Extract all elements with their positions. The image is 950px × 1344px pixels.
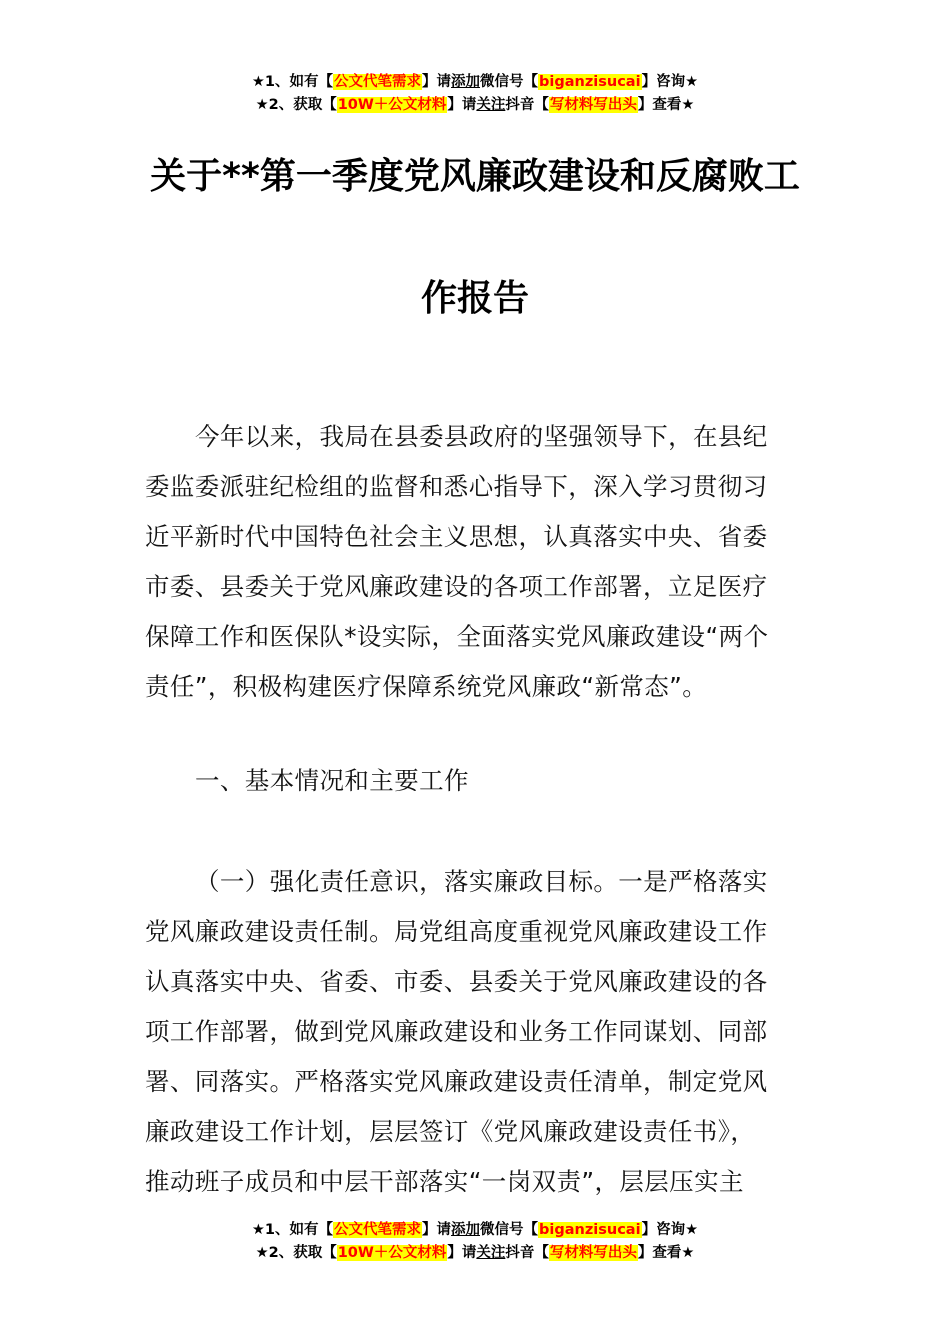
banner-text: 】请 [422,74,452,90]
banner-text: ★1、如有【 [251,74,334,90]
banner-text: 】请 [422,1222,452,1238]
banner-line-2 [0,94,950,117]
banner-text: 】咨询★ [641,1222,699,1238]
banner-highlight: 公文代笔需求 [334,74,422,90]
footer-banner [0,1219,950,1265]
banner-text: 微信号【 [480,74,539,90]
paragraph-line: 近平新时代中国特色社会主义思想，认真落实中央、省委 [145,522,768,551]
header-banner [0,71,950,117]
banner-line-2 [0,1242,950,1265]
banner-text: 】查看★ [637,97,695,113]
banner-line-1 [0,1219,950,1242]
banner-underlined: 添加 [451,74,481,90]
banner-text: 】请 [447,1245,477,1261]
paragraph-line: 市委、县委关于党风廉政建设的各项工作部署，立足医疗 [145,572,768,601]
document-title-line-2: 作报告 [420,278,529,319]
banner-text: ★2、获取【 [255,97,337,113]
paragraph-line: 认真落实中央、省委、市委、县委关于党风廉政建设的各 [145,967,768,996]
banner-text: 】查看★ [637,1245,695,1261]
section-heading [145,756,810,806]
banner-line-1 [0,71,950,94]
banner-text: 】咨询★ [641,74,699,90]
paragraph-line: （一）强化责任意识，落实廉政目标。一是严格落实 [195,867,768,896]
banner-highlight: 写材料写出头 [549,97,637,113]
paragraph-line: 责任”，积极构建医疗保障系统党风廉政“新常态”。 [145,672,708,701]
banner-text: 】请 [447,97,477,113]
paragraph-line: 署、同落实。严格落实党风廉政建设责任清单，制定党风 [145,1067,768,1096]
banner-text: 微信号【 [480,1222,539,1238]
banner-text: 抖音【 [505,1245,549,1261]
paragraph-line: 党风廉政建设责任制。局党组高度重视党风廉政建设工作 [145,917,768,946]
section-paragraph [145,857,810,1207]
paragraph-line: 委监委派驻纪检组的监督和悉心指导下，深入学习贯彻习 [145,472,768,501]
banner-highlight: 写材料写出头 [549,1245,637,1261]
banner-underlined: 关注 [476,97,506,113]
banner-highlight: biganzisucai [539,74,641,90]
document-title-line-1: 关于**第一季度党风廉政建设和反腐败工 [150,156,800,197]
banner-text: ★2、获取【 [255,1245,337,1261]
banner-underlined: 添加 [451,1222,481,1238]
banner-text: 抖音【 [505,97,549,113]
section-heading-text: 一、基本情况和主要工作 [195,766,469,795]
banner-highlight: 10W＋公文材料 [337,97,447,113]
banner-highlight: 10W＋公文材料 [337,1245,447,1261]
banner-highlight: biganzisucai [539,1222,641,1238]
paragraph-line: 保障工作和医保队*设实际，全面落实党风廉政建设“两个 [145,622,769,651]
paragraph-line: 今年以来，我局在县委县政府的坚强领导下，在县纪 [195,422,768,451]
intro-paragraph [145,412,810,712]
paragraph-line: 推动班子成员和中层干部落实“一岗双责”，层层压实主 [145,1167,744,1196]
paragraph-line: 项工作部署，做到党风廉政建设和业务工作同谋划、同部 [145,1017,768,1046]
paragraph-line: 廉政建设工作计划，层层签订《党风廉政建设责任书》， [145,1117,756,1146]
banner-highlight: 公文代笔需求 [334,1222,422,1238]
banner-text: ★1、如有【 [251,1222,334,1238]
banner-underlined: 关注 [476,1245,506,1261]
